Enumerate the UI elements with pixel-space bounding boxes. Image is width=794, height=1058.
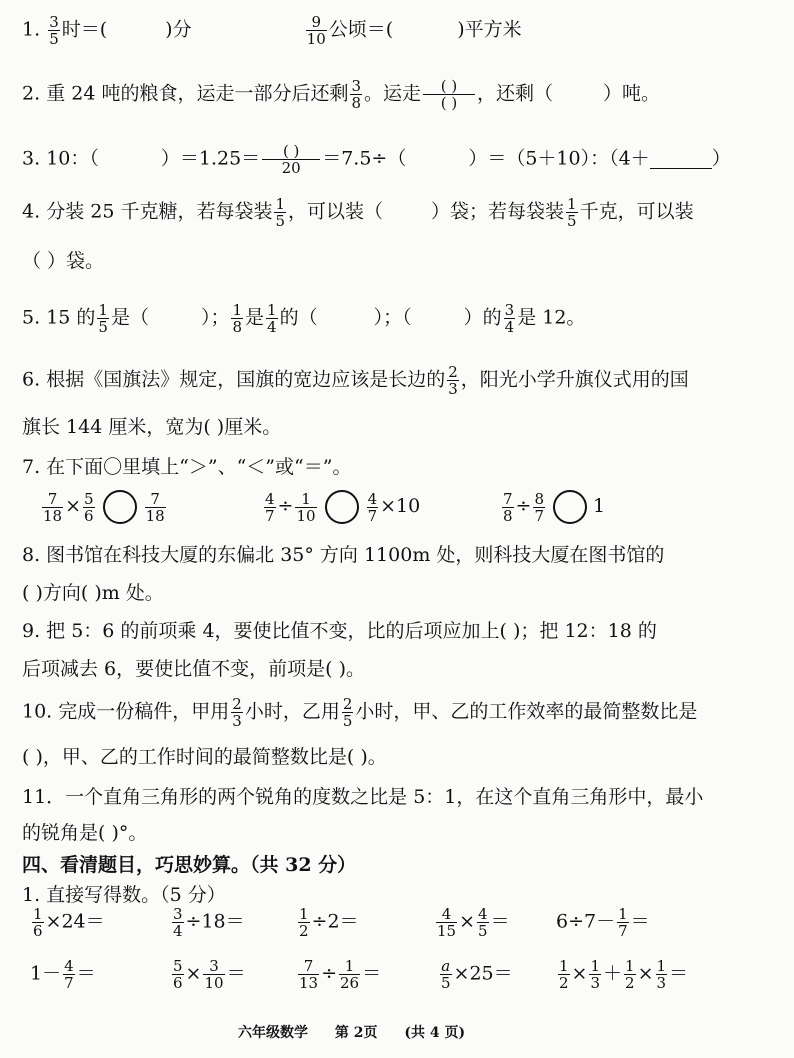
q-number: 1. <box>22 18 41 41</box>
answer-fraction: $\frac{( )}{( )}$ <box>423 78 475 111</box>
calc-item: $\frac{1}{6}$ ×24＝ <box>33 905 105 940</box>
footer-total: (共 4 页) <box>404 1025 466 1041</box>
question-5: 5. 15 的 $\frac{1}{5}$ 是（ ）； $\frac{1}{8}$ 是 $\frac{1}{4}$ 的（ ）；（ ）的 $\frac{3}{4}$ 是 12。 <box>22 301 586 336</box>
question-4: 4. 分装 25 千克糖，若每袋装 $\frac{1}{5}$ ，可以装（ ）袋；若每袋装 $\frac{1}{5}$ 千克，可以装 <box>22 195 694 230</box>
question-11: 11．一个直角三角形的两个锐角的度数之比是 5：1，在这个直角三角形中，最小 <box>22 786 704 808</box>
compare-circle[interactable] <box>553 490 587 524</box>
compare-circle[interactable] <box>325 490 359 524</box>
question-4-line-2: （ ）袋。 <box>22 250 105 272</box>
question-7-expr-2: $\frac{4}{7}$ ÷ $\frac{1}{10}$ $\frac{4}{7}$ ×10 <box>265 489 421 525</box>
question-11-line-2: 的锐角是( )°。 <box>22 822 148 844</box>
calc-item: $\frac{3}{4}$ ÷18＝ <box>173 905 245 940</box>
fraction: $\frac{3}{8}$ <box>351 77 361 112</box>
answer-fraction: $\frac{( )}{20}$ <box>262 143 320 176</box>
question-6: 6. 根据《国旗法》规定，国旗的宽边应该是长边的 $\frac{2}{3}$ ，阳光小学升旗仪式用的国 <box>22 363 689 398</box>
footer-page: 第 2页 <box>334 1025 378 1041</box>
question-8: 8. 图书馆在科技大厦的东偏北 35° 方向 1100m 处，则科技大厦在图书馆的 <box>22 544 665 566</box>
question-8-line-2: ( )方向( )m 处。 <box>22 582 164 604</box>
calc-item: 6÷7－ $\frac{1}{7}$ ＝ <box>556 905 650 940</box>
compare-circle[interactable] <box>103 490 137 524</box>
fraction: $\frac{3}{5}$ <box>49 13 59 48</box>
calc-item: $\frac{7}{13}$ ÷ $\frac{1}{26}$ ＝ <box>299 957 382 992</box>
section-4-title: 四、看清题目，巧思妙算。（共 32 分） <box>22 854 357 876</box>
footer-grade: 六年级数学 <box>238 1025 308 1041</box>
question-7: 7. 在下面〇里填上“＞”、“＜”或“＝”。 <box>22 456 352 478</box>
question-9: 9. 把 5：6 的前项乘 4，要使比值不变，比的后项应加上( )；把 12：18 的 <box>22 620 657 642</box>
question-9-line-2: 后项减去 6，要使比值不变，前项是( )。 <box>22 658 365 680</box>
question-10: 10. 完成一份稿件，甲用 $\frac{2}{3}$ 小时，乙用 $\frac{2}{5}$ 小时，甲、乙的工作效率的最简整数比是 <box>22 695 698 730</box>
calc-item: $\frac{1}{2}$ × $\frac{1}{3}$ ＋ $\frac{1}{2}$ × $\frac{1}{3}$ ＝ <box>559 957 689 992</box>
section-4-sub: 1. 直接写得数。（5 分） <box>22 884 226 906</box>
calc-item: $\frac{a}{5}$ ×25＝ <box>441 957 513 992</box>
calc-item: $\frac{1}{2}$ ÷2＝ <box>299 905 359 940</box>
answer-blank[interactable] <box>650 150 712 169</box>
fraction: $\frac{1}{5}$ <box>567 195 577 230</box>
calc-item: 1－ $\frac{4}{7}$ ＝ <box>30 957 96 992</box>
question-7-expr-3: $\frac{7}{8}$ ÷ $\frac{8}{7}$ 1 <box>503 489 606 525</box>
fraction: $\frac{9}{10}$ <box>306 13 326 48</box>
calc-item: $\frac{5}{6}$ × $\frac{3}{10}$ ＝ <box>173 957 246 992</box>
page-footer <box>238 1022 487 1042</box>
calc-item: $\frac{4}{15}$ × $\frac{4}{5}$ ＝ <box>437 905 510 940</box>
question-2: 2. 重 24 吨的粮食，运走一部分后还剩 $\frac{3}{8}$ 。运走 $\frac{( )}{( )}$ ，还剩（ ）吨。 <box>22 77 661 112</box>
fraction: $\frac{1}{5}$ <box>275 195 285 230</box>
question-3: 3. 10：（ ）＝1.25＝ $\frac{( )}{20}$ ＝7.5÷（ ）＝（5＋10）：（4＋ ） <box>22 142 731 177</box>
question-10-line-2: ( )，甲、乙的工作时间的最简整数比是( )。 <box>22 746 387 768</box>
question-7-expr-1: $\frac{7}{18}$ × $\frac{5}{6}$ $\frac{7}{18}$ <box>43 489 165 525</box>
question-1: 1. $\frac{3}{5}$ 时＝( )分 $\frac{9}{10}$ 公顷＝( )平方米 <box>22 13 522 48</box>
question-6-line-2: 旗长 144 厘米，宽为( )厘米。 <box>22 416 282 438</box>
